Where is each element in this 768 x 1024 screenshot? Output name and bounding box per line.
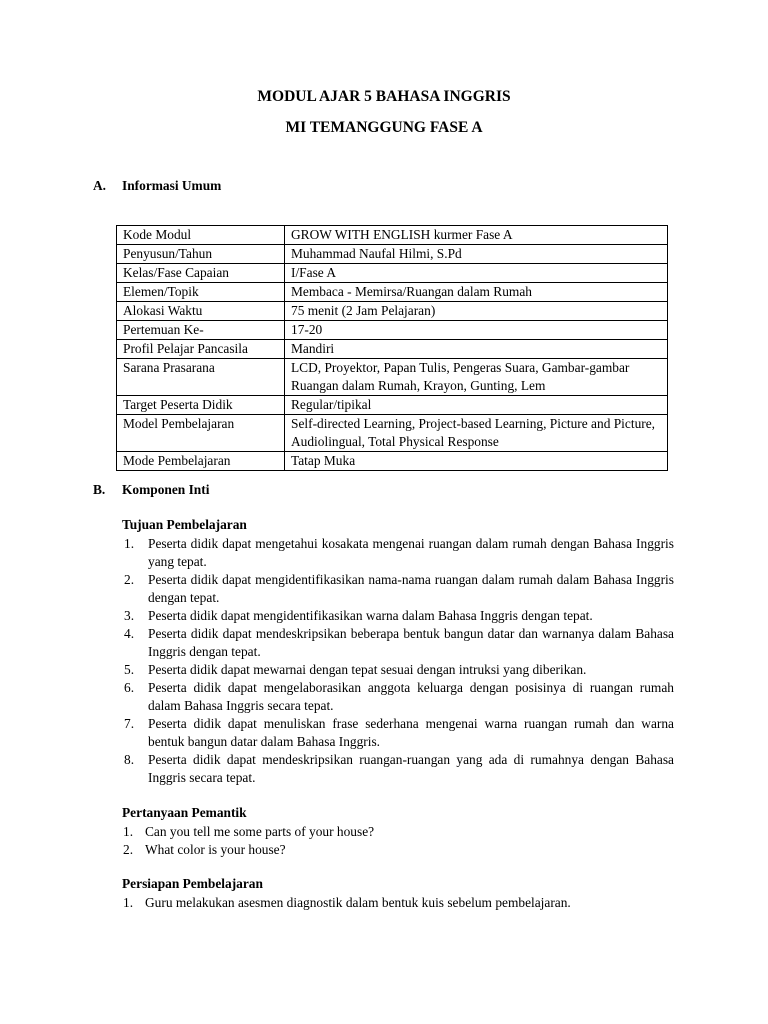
table-key: Sarana Prasarana — [117, 359, 285, 396]
list-item — [122, 607, 674, 625]
table-row — [117, 245, 668, 264]
table-key: Target Peserta Didik — [117, 396, 285, 415]
section-a-letter: A. — [93, 178, 107, 193]
table-key: Model Pembelajaran — [117, 415, 285, 452]
table-row — [117, 396, 668, 415]
list-item — [122, 571, 674, 607]
info-table — [116, 225, 668, 471]
table-row — [117, 226, 668, 245]
table-row — [117, 415, 668, 452]
table-row — [117, 264, 668, 283]
list-text: Can you tell me some parts of your house? — [145, 824, 375, 839]
list-number: 2. — [124, 572, 135, 587]
document-title: MODUL AJAR 5 BAHASA INGGRIS — [257, 88, 511, 105]
section-b-letter: B. — [93, 482, 106, 497]
list-number: 8. — [124, 752, 135, 767]
list-item — [122, 679, 674, 715]
list-text: Peserta didik dapat menuliskan frase sederhana mengenai warna ruangan rumah dan warna bentuk bangun datar dalam Bahasa Inggris. — [148, 716, 674, 749]
table-key: Mode Pembelajaran — [117, 452, 285, 471]
table-value: Membaca - Memirsa/Ruangan dalam Rumah — [285, 283, 668, 302]
table-row — [117, 302, 668, 321]
persiapan-heading: Persiapan Pembelajaran — [122, 876, 263, 891]
list-number: 5. — [124, 662, 135, 677]
table-row — [117, 283, 668, 302]
table-value: Regular/tipikal — [285, 396, 668, 415]
table-row — [117, 452, 668, 471]
list-item — [122, 751, 674, 787]
table-row — [117, 321, 668, 340]
table-key: Penyusun/Tahun — [117, 245, 285, 264]
persiapan-list — [122, 894, 674, 912]
list-text: What color is your house? — [145, 842, 286, 857]
section-a-heading — [93, 178, 221, 194]
list-text: Peserta didik dapat mengetahui kosakata mengenai ruangan dalam rumah dengan Bahasa Inggris yang tepat. — [148, 536, 674, 569]
list-item — [122, 823, 674, 841]
table-value: I/Fase A — [285, 264, 668, 283]
tujuan-heading: Tujuan Pembelajaran — [122, 517, 247, 532]
table-key: Alokasi Waktu — [117, 302, 285, 321]
list-number: 7. — [124, 716, 135, 731]
list-text: Peserta didik dapat mendeskripsikan ruangan-ruangan yang ada di rumahnya dengan Bahasa Inggris secara tepat. — [148, 752, 674, 785]
list-item — [122, 894, 674, 912]
list-item — [122, 535, 674, 571]
list-text: Peserta didik dapat mewarnai dengan tepat sesuai dengan intruksi yang diberikan. — [148, 662, 587, 677]
table-row — [117, 359, 668, 396]
list-number: 1. — [124, 536, 135, 551]
list-number: 4. — [124, 626, 135, 641]
list-number: 2. — [123, 842, 134, 857]
table-value: Muhammad Naufal Hilmi, S.Pd — [285, 245, 668, 264]
list-text: Peserta didik dapat mengelaborasikan anggota keluarga dengan posisinya di ruangan rumah dalam Bahasa Inggris secara tepat. — [148, 680, 674, 713]
list-item — [122, 625, 674, 661]
table-key: Pertemuan Ke- — [117, 321, 285, 340]
list-number: 6. — [124, 680, 135, 695]
table-key: Kelas/Fase Capaian — [117, 264, 285, 283]
tujuan-list — [122, 535, 674, 787]
table-row — [117, 340, 668, 359]
table-key: Kode Modul — [117, 226, 285, 245]
list-text: Guru melakukan asesmen diagnostik dalam bentuk kuis sebelum pembelajaran. — [145, 895, 571, 910]
list-number: 1. — [123, 895, 134, 910]
document-subtitle: MI TEMANGGUNG FASE A — [285, 119, 483, 136]
list-number: 1. — [123, 824, 134, 839]
section-a-title: Informasi Umum — [122, 178, 222, 193]
table-key: Elemen/Topik — [117, 283, 285, 302]
list-text: Peserta didik dapat mengidentifikasikan nama-nama ruangan dalam rumah dalam Bahasa Inggris dengan tepat. — [148, 572, 674, 605]
table-value: GROW WITH ENGLISH kurmer Fase A — [285, 226, 668, 245]
list-item — [122, 715, 674, 751]
list-text: Peserta didik dapat mendeskripsikan beberapa bentuk bangun datar dan warnanya dalam Bahasa Inggris dengan tepat. — [148, 626, 674, 659]
section-b-title: Komponen Inti — [122, 482, 210, 497]
table-value: Mandiri — [285, 340, 668, 359]
section-b-heading — [93, 482, 209, 498]
table-value: Tatap Muka — [285, 452, 668, 471]
table-value: Self-directed Learning, Project-based Learning, Picture and Picture, Audiolingual, Total Physical Response — [285, 415, 668, 452]
table-value: 17-20 — [285, 321, 668, 340]
list-item — [122, 841, 674, 859]
table-value: LCD, Proyektor, Papan Tulis, Pengeras Suara, Gambar-gambar Ruangan dalam Rumah, Krayon, Gunting, Lem — [285, 359, 668, 396]
list-number: 3. — [124, 608, 135, 623]
pemantik-list — [122, 823, 674, 859]
table-value: 75 menit (2 Jam Pelajaran) — [285, 302, 668, 321]
list-text: Peserta didik dapat mengidentifikasikan warna dalam Bahasa Inggris dengan tepat. — [148, 608, 593, 623]
list-item — [122, 661, 674, 679]
pemantik-heading: Pertanyaan Pemantik — [122, 805, 247, 820]
table-key: Profil Pelajar Pancasila — [117, 340, 285, 359]
